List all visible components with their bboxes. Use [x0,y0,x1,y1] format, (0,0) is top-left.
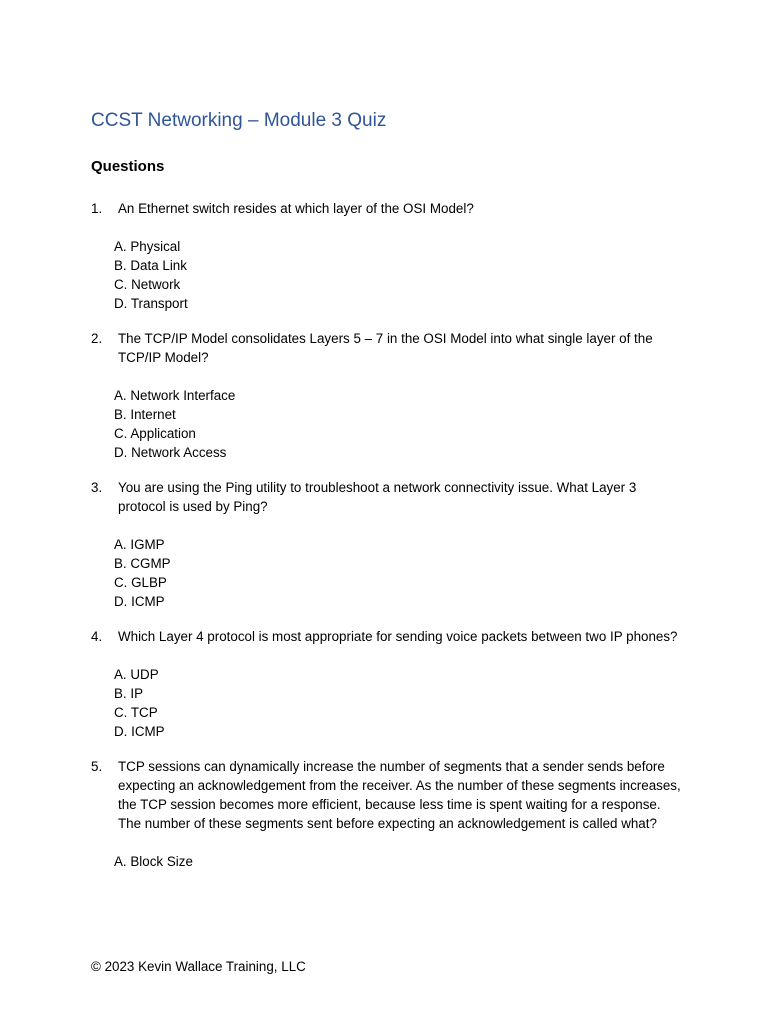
answer-option: B. IP [114,686,144,701]
question-5 [91,757,681,871]
answer-options [114,535,681,611]
answer-option: A. UDP [114,667,159,682]
question-list [91,199,681,887]
answer-option: A. IGMP [114,537,165,552]
section-heading: Questions [91,158,165,175]
answer-option: A. Block Size [114,854,193,869]
answer-option: B. CGMP [114,556,171,571]
question-number: 5. [91,759,103,774]
answer-options [114,665,681,741]
answer-option: C. GLBP [114,575,167,590]
answer-option: C. Application [114,426,196,441]
question-3 [91,478,681,611]
question-text: Which Layer 4 protocol is most appropriate for sending voice packets between two IP phones? [118,629,678,644]
question-text: TCP sessions can dynamically increase the number of segments that a sender sends before expecting an acknowledgement from the receiver. As the number of these segments increases, the TCP session becomes more efficient, because less time is spent waiting for a response. The number of these segments sent before expecting an acknowledgement is called what? [118,759,681,831]
answer-option: D. ICMP [114,594,165,609]
answer-option: B. Data Link [114,258,187,273]
question-number: 4. [91,629,103,644]
question-text: An Ethernet switch resides at which layer of the OSI Model? [118,201,474,216]
answer-options [114,237,681,313]
answer-option: C. Network [114,277,181,292]
question-4 [91,627,681,741]
answer-option: D. Network Access [114,445,227,460]
question-1 [91,199,681,313]
answer-option: A. Physical [114,239,181,254]
question-number: 3. [91,480,103,495]
answer-options [114,386,681,462]
question-number: 2. [91,331,103,346]
answer-option: A. Network Interface [114,388,236,403]
answer-option: D. Transport [114,296,188,311]
answer-options [114,852,681,871]
answer-option: C. TCP [114,705,158,720]
document-title: CCST Networking – Module 3 Quiz [91,110,387,131]
copyright-footer: © 2023 Kevin Wallace Training, LLC [91,959,306,974]
answer-option: D. ICMP [114,724,165,739]
answer-option: B. Internet [114,407,176,422]
question-text: The TCP/IP Model consolidates Layers 5 – 7 in the OSI Model into what single layer of the TCP/IP Model? [118,331,653,365]
question-text: You are using the Ping utility to troubleshoot a network connectivity issue. What Layer 3 protocol is used by Ping? [118,480,637,514]
question-number: 1. [91,201,103,216]
question-2 [91,329,681,462]
